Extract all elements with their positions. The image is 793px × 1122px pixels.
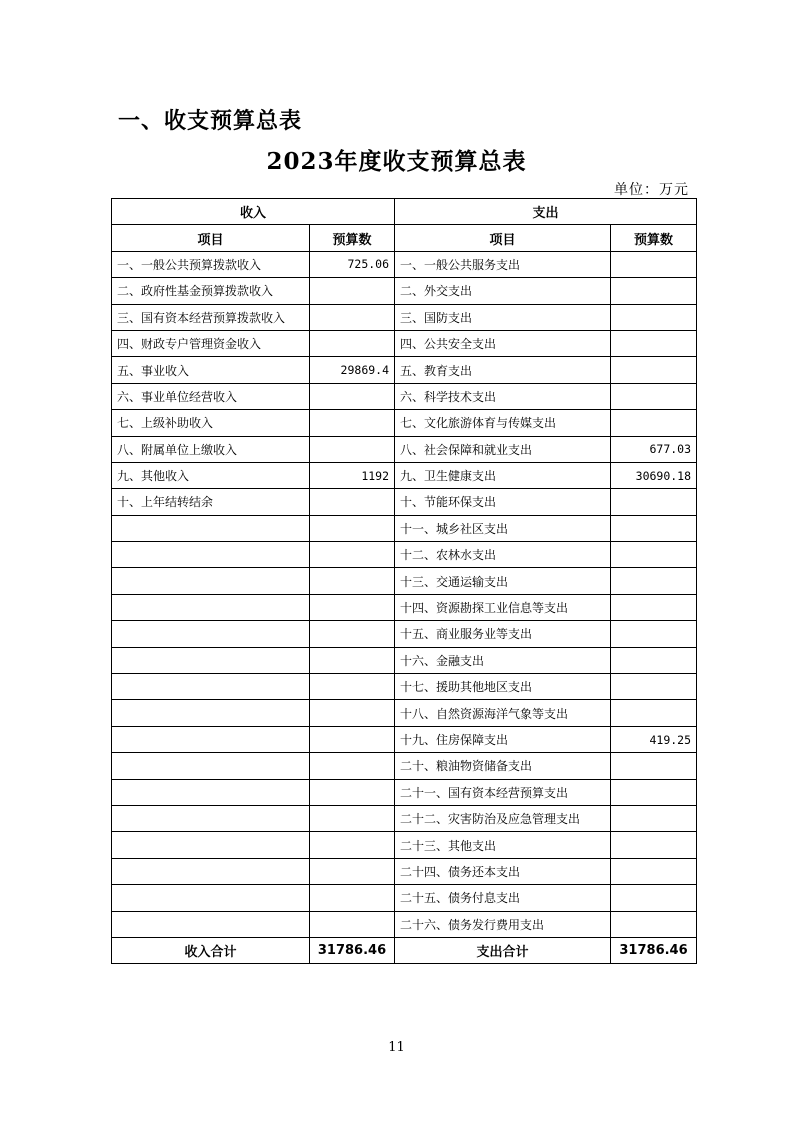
income-item-cell: 四、财政专户管理资金收入 bbox=[112, 330, 310, 356]
expense-total-label: 支出合计 bbox=[395, 937, 611, 963]
expense-value-cell bbox=[611, 805, 697, 831]
expense-value-cell: 419.25 bbox=[611, 726, 697, 752]
unit-label: 单位：万元 bbox=[614, 182, 689, 198]
expense-value-cell bbox=[611, 753, 697, 779]
income-item-cell: 九、其他收入 bbox=[112, 462, 310, 488]
income-value-cell bbox=[310, 568, 395, 594]
expense-value-cell bbox=[611, 911, 697, 937]
income-value-cell bbox=[310, 700, 395, 726]
income-value-cell bbox=[310, 594, 395, 620]
expense-item-cell: 七、文化旅游体育与传媒支出 bbox=[395, 410, 611, 436]
expense-value-cell bbox=[611, 357, 697, 383]
table-row bbox=[112, 674, 697, 700]
expense-item-cell: 十一、城乡社区支出 bbox=[395, 515, 611, 541]
income-item-cell bbox=[112, 779, 310, 805]
table-row bbox=[112, 700, 697, 726]
expense-value-cell: 677.03 bbox=[611, 436, 697, 462]
income-value-cell bbox=[310, 647, 395, 673]
income-value-cell: 1192 bbox=[310, 462, 395, 488]
table-row bbox=[112, 515, 697, 541]
expense-value-cell bbox=[611, 885, 697, 911]
income-item-cell: 六、事业单位经营收入 bbox=[112, 383, 310, 409]
income-item-cell: 一、一般公共预算拨款收入 bbox=[112, 251, 310, 277]
expense-value-cell bbox=[611, 383, 697, 409]
income-value-cell bbox=[310, 304, 395, 330]
table-row bbox=[112, 647, 697, 673]
income-value-cell bbox=[310, 278, 395, 304]
income-value-cell bbox=[310, 885, 395, 911]
expense-item-cell: 十六、金融支出 bbox=[395, 647, 611, 673]
expense-item-cell: 二十六、债务发行费用支出 bbox=[395, 911, 611, 937]
expense-value-cell bbox=[611, 568, 697, 594]
expense-value-cell bbox=[611, 515, 697, 541]
table-row bbox=[112, 357, 697, 383]
income-item-cell bbox=[112, 542, 310, 568]
expense-item-cell: 四、公共安全支出 bbox=[395, 330, 611, 356]
income-total-label: 收入合计 bbox=[112, 937, 310, 963]
income-item-cell bbox=[112, 674, 310, 700]
income-item-column-header: 项目 bbox=[112, 225, 310, 251]
expense-item-cell: 十八、自然资源海洋气象等支出 bbox=[395, 700, 611, 726]
income-value-cell bbox=[310, 383, 395, 409]
table-row bbox=[112, 410, 697, 436]
table-row bbox=[112, 383, 697, 409]
expense-item-cell: 十五、商业服务业等支出 bbox=[395, 621, 611, 647]
table-row bbox=[112, 832, 697, 858]
income-value-cell bbox=[310, 621, 395, 647]
table-row bbox=[112, 436, 697, 462]
document-title: 2023年度收支预算总表 bbox=[266, 148, 527, 175]
expense-value-cell bbox=[611, 674, 697, 700]
income-item-cell bbox=[112, 568, 310, 594]
table-row bbox=[112, 753, 697, 779]
income-value-cell bbox=[310, 674, 395, 700]
expense-value-cell bbox=[611, 304, 697, 330]
income-value-cell bbox=[310, 911, 395, 937]
expense-item-cell: 十三、交通运输支出 bbox=[395, 568, 611, 594]
expense-value-cell bbox=[611, 621, 697, 647]
table-row bbox=[112, 330, 697, 356]
income-item-cell: 十、上年结转结余 bbox=[112, 489, 310, 515]
income-value-cell bbox=[310, 753, 395, 779]
income-value-cell bbox=[310, 542, 395, 568]
income-value-cell bbox=[310, 330, 395, 356]
income-item-cell bbox=[112, 647, 310, 673]
expense-item-cell: 十二、农林水支出 bbox=[395, 542, 611, 568]
income-total-value: 31786.46 bbox=[310, 937, 395, 963]
expense-section-header: 支出 bbox=[395, 199, 697, 225]
income-item-cell bbox=[112, 700, 310, 726]
table-row bbox=[112, 858, 697, 884]
table-row bbox=[112, 594, 697, 620]
expense-item-cell: 二、外交支出 bbox=[395, 278, 611, 304]
income-item-cell bbox=[112, 753, 310, 779]
expense-value-cell bbox=[611, 278, 697, 304]
income-item-cell bbox=[112, 515, 310, 541]
budget-summary-table bbox=[111, 198, 697, 964]
income-item-cell: 八、附属单位上缴收入 bbox=[112, 436, 310, 462]
income-item-cell bbox=[112, 805, 310, 831]
income-value-cell: 725.06 bbox=[310, 251, 395, 277]
section-heading: 一、收支预算总表 bbox=[118, 109, 303, 134]
table-row bbox=[112, 278, 697, 304]
expense-value-cell bbox=[611, 410, 697, 436]
expense-item-cell: 六、科学技术支出 bbox=[395, 383, 611, 409]
income-item-cell bbox=[112, 726, 310, 752]
expense-budget-column-header: 预算数 bbox=[611, 225, 697, 251]
table-row bbox=[112, 911, 697, 937]
page-number: 11 bbox=[388, 1040, 405, 1055]
expense-item-cell: 二十、粮油物资储备支出 bbox=[395, 753, 611, 779]
expense-item-cell: 五、教育支出 bbox=[395, 357, 611, 383]
income-value-cell bbox=[310, 858, 395, 884]
table-row bbox=[112, 568, 697, 594]
expense-item-cell: 八、社会保障和就业支出 bbox=[395, 436, 611, 462]
expense-value-cell bbox=[611, 779, 697, 805]
income-item-cell bbox=[112, 885, 310, 911]
expense-value-cell bbox=[611, 700, 697, 726]
table-row bbox=[112, 805, 697, 831]
income-item-cell: 五、事业收入 bbox=[112, 357, 310, 383]
table-row bbox=[112, 489, 697, 515]
table-row bbox=[112, 304, 697, 330]
expense-value-cell bbox=[611, 542, 697, 568]
expense-value-cell bbox=[611, 594, 697, 620]
expense-item-column-header: 项目 bbox=[395, 225, 611, 251]
income-item-cell: 三、国有资本经营预算拨款收入 bbox=[112, 304, 310, 330]
expense-value-cell bbox=[611, 832, 697, 858]
expense-item-cell: 十九、住房保障支出 bbox=[395, 726, 611, 752]
totals-row bbox=[112, 937, 697, 963]
expense-item-cell: 二十四、债务还本支出 bbox=[395, 858, 611, 884]
table-row bbox=[112, 885, 697, 911]
expense-value-cell bbox=[611, 858, 697, 884]
expense-item-cell: 十、节能环保支出 bbox=[395, 489, 611, 515]
income-item-cell bbox=[112, 911, 310, 937]
income-item-cell bbox=[112, 832, 310, 858]
income-value-cell: 29869.4 bbox=[310, 357, 395, 383]
budget-rows bbox=[112, 251, 697, 937]
income-budget-column-header: 预算数 bbox=[310, 225, 395, 251]
income-value-cell bbox=[310, 832, 395, 858]
expense-value-cell: 30690.18 bbox=[611, 462, 697, 488]
expense-item-cell: 二十一、国有资本经营预算支出 bbox=[395, 779, 611, 805]
table-row bbox=[112, 542, 697, 568]
income-item-cell bbox=[112, 621, 310, 647]
table-row bbox=[112, 462, 697, 488]
income-value-cell bbox=[310, 410, 395, 436]
expense-item-cell: 二十三、其他支出 bbox=[395, 832, 611, 858]
income-value-cell bbox=[310, 515, 395, 541]
income-item-cell: 七、上级补助收入 bbox=[112, 410, 310, 436]
expense-total-value: 31786.46 bbox=[611, 937, 697, 963]
expense-value-cell bbox=[611, 330, 697, 356]
table-row bbox=[112, 621, 697, 647]
income-item-cell: 二、政府性基金预算拨款收入 bbox=[112, 278, 310, 304]
income-item-cell bbox=[112, 858, 310, 884]
expense-item-cell: 十四、资源勘探工业信息等支出 bbox=[395, 594, 611, 620]
expense-value-cell bbox=[611, 647, 697, 673]
income-section-header: 收入 bbox=[112, 199, 395, 225]
income-value-cell bbox=[310, 779, 395, 805]
expense-value-cell bbox=[611, 251, 697, 277]
table-row bbox=[112, 726, 697, 752]
expense-item-cell: 十七、援助其他地区支出 bbox=[395, 674, 611, 700]
expense-item-cell: 一、一般公共服务支出 bbox=[395, 251, 611, 277]
expense-item-cell: 三、国防支出 bbox=[395, 304, 611, 330]
expense-value-cell bbox=[611, 489, 697, 515]
income-value-cell bbox=[310, 489, 395, 515]
table-row bbox=[112, 779, 697, 805]
income-value-cell bbox=[310, 805, 395, 831]
expense-item-cell: 二十五、债务付息支出 bbox=[395, 885, 611, 911]
income-value-cell bbox=[310, 726, 395, 752]
income-item-cell bbox=[112, 594, 310, 620]
income-value-cell bbox=[310, 436, 395, 462]
expense-item-cell: 九、卫生健康支出 bbox=[395, 462, 611, 488]
table-row bbox=[112, 251, 697, 277]
expense-item-cell: 二十二、灾害防治及应急管理支出 bbox=[395, 805, 611, 831]
